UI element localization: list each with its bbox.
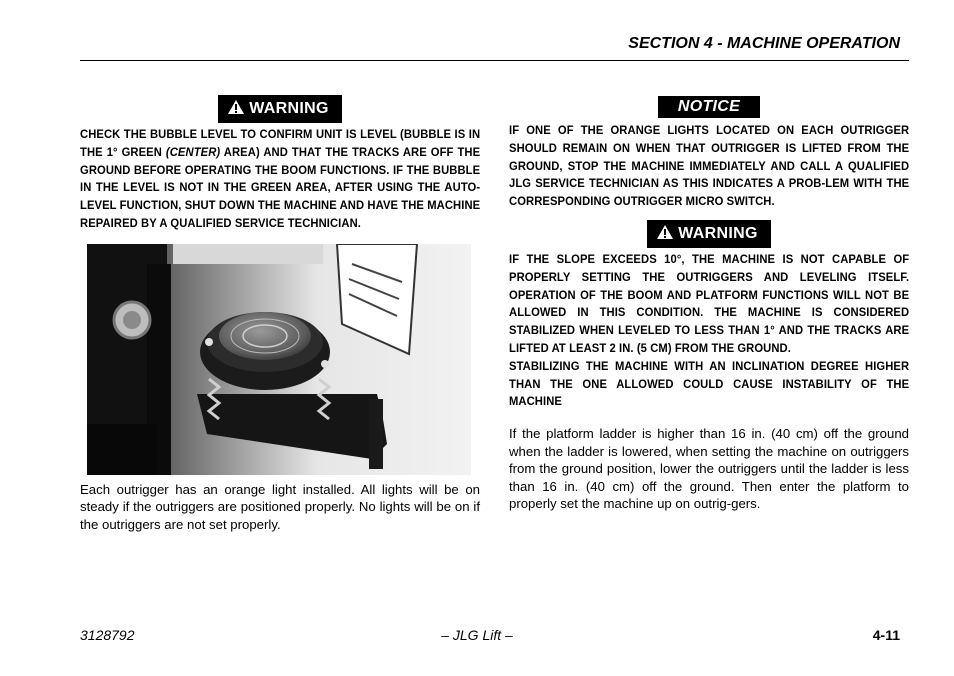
- warning-badge: [219, 96, 340, 122]
- warning-text: [80, 126, 480, 233]
- notice-text: IF ONE OF THE ORANGE LIGHTS LOCATED ON EACH OUTRIGGER SHOULD REMAIN ON WHEN THAT OUTRIGGER IS LIFTED FROM THE GROUND, STOP THE MACHINE IMMEDIATELY AND CALL A QUALIFIED JLG SERVICE TECHNICIAN AS THIS INDICATES A PROB-LEM WITH THE CORRESPONDING OUTRIGGER MICRO SWITCH.: [509, 123, 910, 209]
- header-rule: [80, 60, 909, 61]
- warning-badge-right: [648, 221, 769, 247]
- warning-triangle-icon: [656, 224, 674, 240]
- footer-brand: – JLG Lift –: [441, 627, 513, 643]
- warning-triangle-icon: [227, 99, 245, 115]
- warning-label-right: WARNING: [678, 224, 758, 242]
- right-column: [509, 96, 909, 513]
- notice-badge: NOTICE: [658, 96, 760, 118]
- outrigger-light-caption: Each outrigger has an orange light installed. All lights will be on steady if the outriggers are positioned properly. No lights will be on if the outriggers are not set properly.: [80, 481, 480, 532]
- doc-number: 3128792: [80, 627, 135, 643]
- left-column: [80, 96, 480, 533]
- warning-text-emphasis: (CENTER): [165, 144, 221, 159]
- warning-text-before: CHECK THE BUBBLE LEVEL TO CONFIRM UNIT IS LEVEL (BUBBLE IS IN THE 1° GREEN: [80, 127, 481, 159]
- slope-warning-text: IF THE SLOPE EXCEEDS 10°, THE MACHINE IS NOT CAPABLE OF PROPERLY SETTING THE OUTRIGGERS AND LEVELING ITSELF. OPERATION OF THE BOOM AND PLATFORM FUNCTIONS WILL NOT BE ALLOWED IN THIS CONDITION. THE MACHINE IS CONSIDERED STABILIZED WHEN LEVELED TO LESS THAN 1° AND THE TRACKS ARE LIFTED AT LEAST 2 IN. (5 CM) FROM THE GROUND.: [509, 251, 910, 355]
- notice-badge-row: [509, 96, 909, 118]
- section-header: SECTION 4 - MACHINE OPERATION: [628, 35, 900, 52]
- warning-badge-row: [80, 96, 480, 122]
- warning-label: WARNING: [249, 100, 329, 117]
- stabilizing-warning-text: STABILIZING THE MACHINE WITH AN INCLINATION DEGREE HIGHER THAN THE ONE ALLOWED COULD CAUSE INSTABILITY OF THE MACHINE: [509, 358, 910, 409]
- warning-text-after: AREA) AND THAT THE TRACKS ARE OFF THE GROUND BEFORE OPERATING THE BOOM FUNCTIONS. IF THE BUBBLE IN THE LEVEL IS NOT IN THE GREEN AREA, AFTER USING THE AUTO-LEVEL FUNCTION, SHUT DOWN THE MACHINE AND HAVE THE MACHINE REPAIRED BY A QUALIFIED SERVICE TECHNICIAN.: [80, 144, 481, 230]
- warning-badge-row-right: [509, 221, 909, 247]
- ladder-instructions: If the platform ladder is higher than 16 in. (40 cm) off the ground when the ladder is lowered, when setting the machine on outriggers from the ground position, lower the outriggers until the ladder is less than 16 in. (40 cm) off the ground. Then enter the platform to properly set the machine up on outrig-gers.: [509, 426, 909, 512]
- bubble-level-photo: [87, 244, 471, 475]
- page-number: 4-11: [872, 627, 900, 643]
